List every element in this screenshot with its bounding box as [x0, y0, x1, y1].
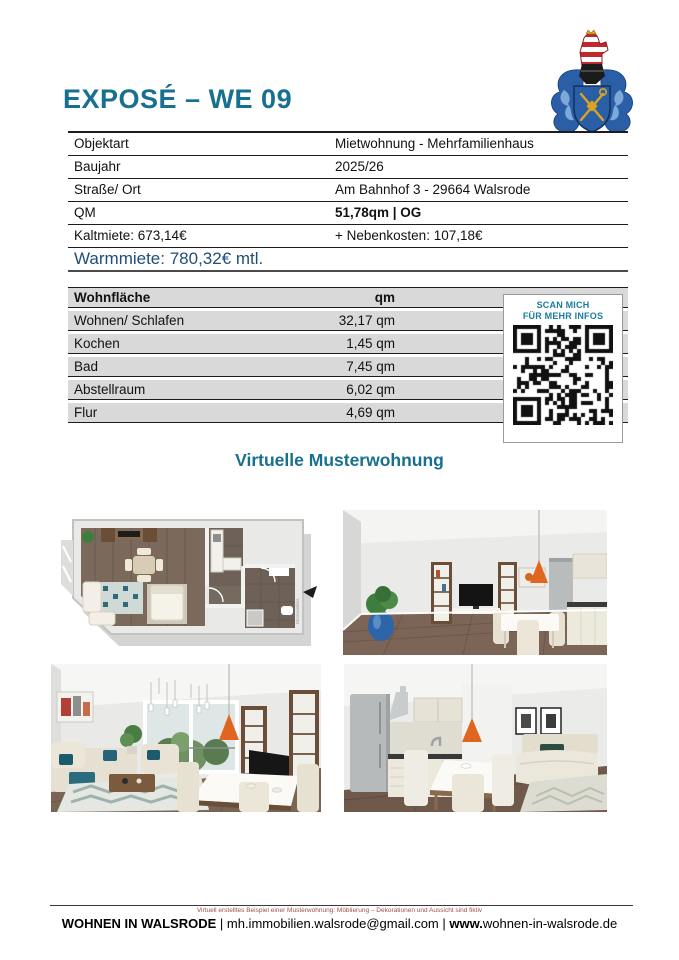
row-label: QM: [74, 205, 96, 220]
row-label: Kaltmiete: 673,14€: [74, 228, 187, 243]
apartment-photo-living-kitchen: [343, 510, 607, 655]
room-size: 1,45 qm: [346, 336, 395, 351]
row-label: Objektart: [74, 136, 129, 151]
property-table: [68, 131, 628, 248]
row-value: Am Bahnhof 3 - 29664 Walsrode: [335, 182, 531, 197]
footer-website[interactable]: wohnen-in-walsrode.de: [482, 916, 618, 931]
apartment-photo-living-window: [51, 664, 321, 812]
room-label: Kochen: [74, 336, 120, 351]
room-label: Abstellraum: [74, 382, 146, 397]
row-label: Straße/ Ort: [74, 182, 141, 197]
row-value: 2025/26: [335, 159, 384, 174]
room-size: 6,02 qm: [346, 382, 395, 397]
footer-brand: WOHNEN IN WALSRODE: [61, 916, 217, 931]
table-row: [68, 133, 628, 156]
floorplan-watermark-text: McGrundriss: [295, 598, 300, 624]
row-label: Baujahr: [74, 159, 121, 174]
floorplan-image: [55, 506, 321, 654]
column-header-label: Wohnfläche: [74, 290, 151, 305]
room-size: 32,17 qm: [338, 313, 395, 328]
row-value: Mietwohnung - Mehrfamilienhaus: [335, 136, 534, 151]
coat-of-arms-logo: [544, 28, 640, 138]
table-row: [68, 225, 628, 248]
table-row: [68, 156, 628, 179]
qr-panel: [503, 294, 623, 443]
room-size: 7,45 qm: [346, 359, 395, 374]
room-label: Flur: [74, 405, 98, 420]
section-title: Virtuelle Musterwohnung: [235, 450, 444, 470]
footer-divider: [50, 905, 633, 906]
column-header-unit: qm: [374, 290, 395, 305]
footer-email[interactable]: mh.immobilien.walsrode@gmail.com: [226, 916, 439, 931]
qr-caption: SCAN MICH FÜR MEHR INFOS: [522, 300, 604, 321]
footer-separator: |: [438, 916, 450, 931]
room-label: Wohnen/ Schlafen: [74, 313, 185, 328]
room-size: 4,69 qm: [346, 405, 395, 420]
warm-rent-line: [68, 248, 628, 272]
qr-code: [513, 325, 613, 425]
row-value: + Nebenkosten: 107,18€: [335, 228, 483, 243]
room-label: Bad: [74, 359, 99, 374]
row-value: 51,78qm | OG: [335, 205, 422, 220]
footer-disclaimer: Virtuell erstelltes Beispiel einer Musterwohnung: Möblierung – Dekorationen und Aussicht sind fiktiv: [196, 907, 483, 914]
footer-separator: |: [216, 916, 227, 931]
footer-contact-line: [0, 916, 679, 931]
warm-rent-text: Warmmiete: 780,32€ mtl.: [74, 249, 264, 268]
table-row: [68, 202, 628, 225]
table-row: [68, 179, 628, 202]
page-title: EXPOSÉ – WE 09: [63, 84, 293, 114]
apartment-photo-kitchen-bed: [344, 664, 607, 812]
footer-www-prefix[interactable]: www.: [449, 916, 483, 931]
